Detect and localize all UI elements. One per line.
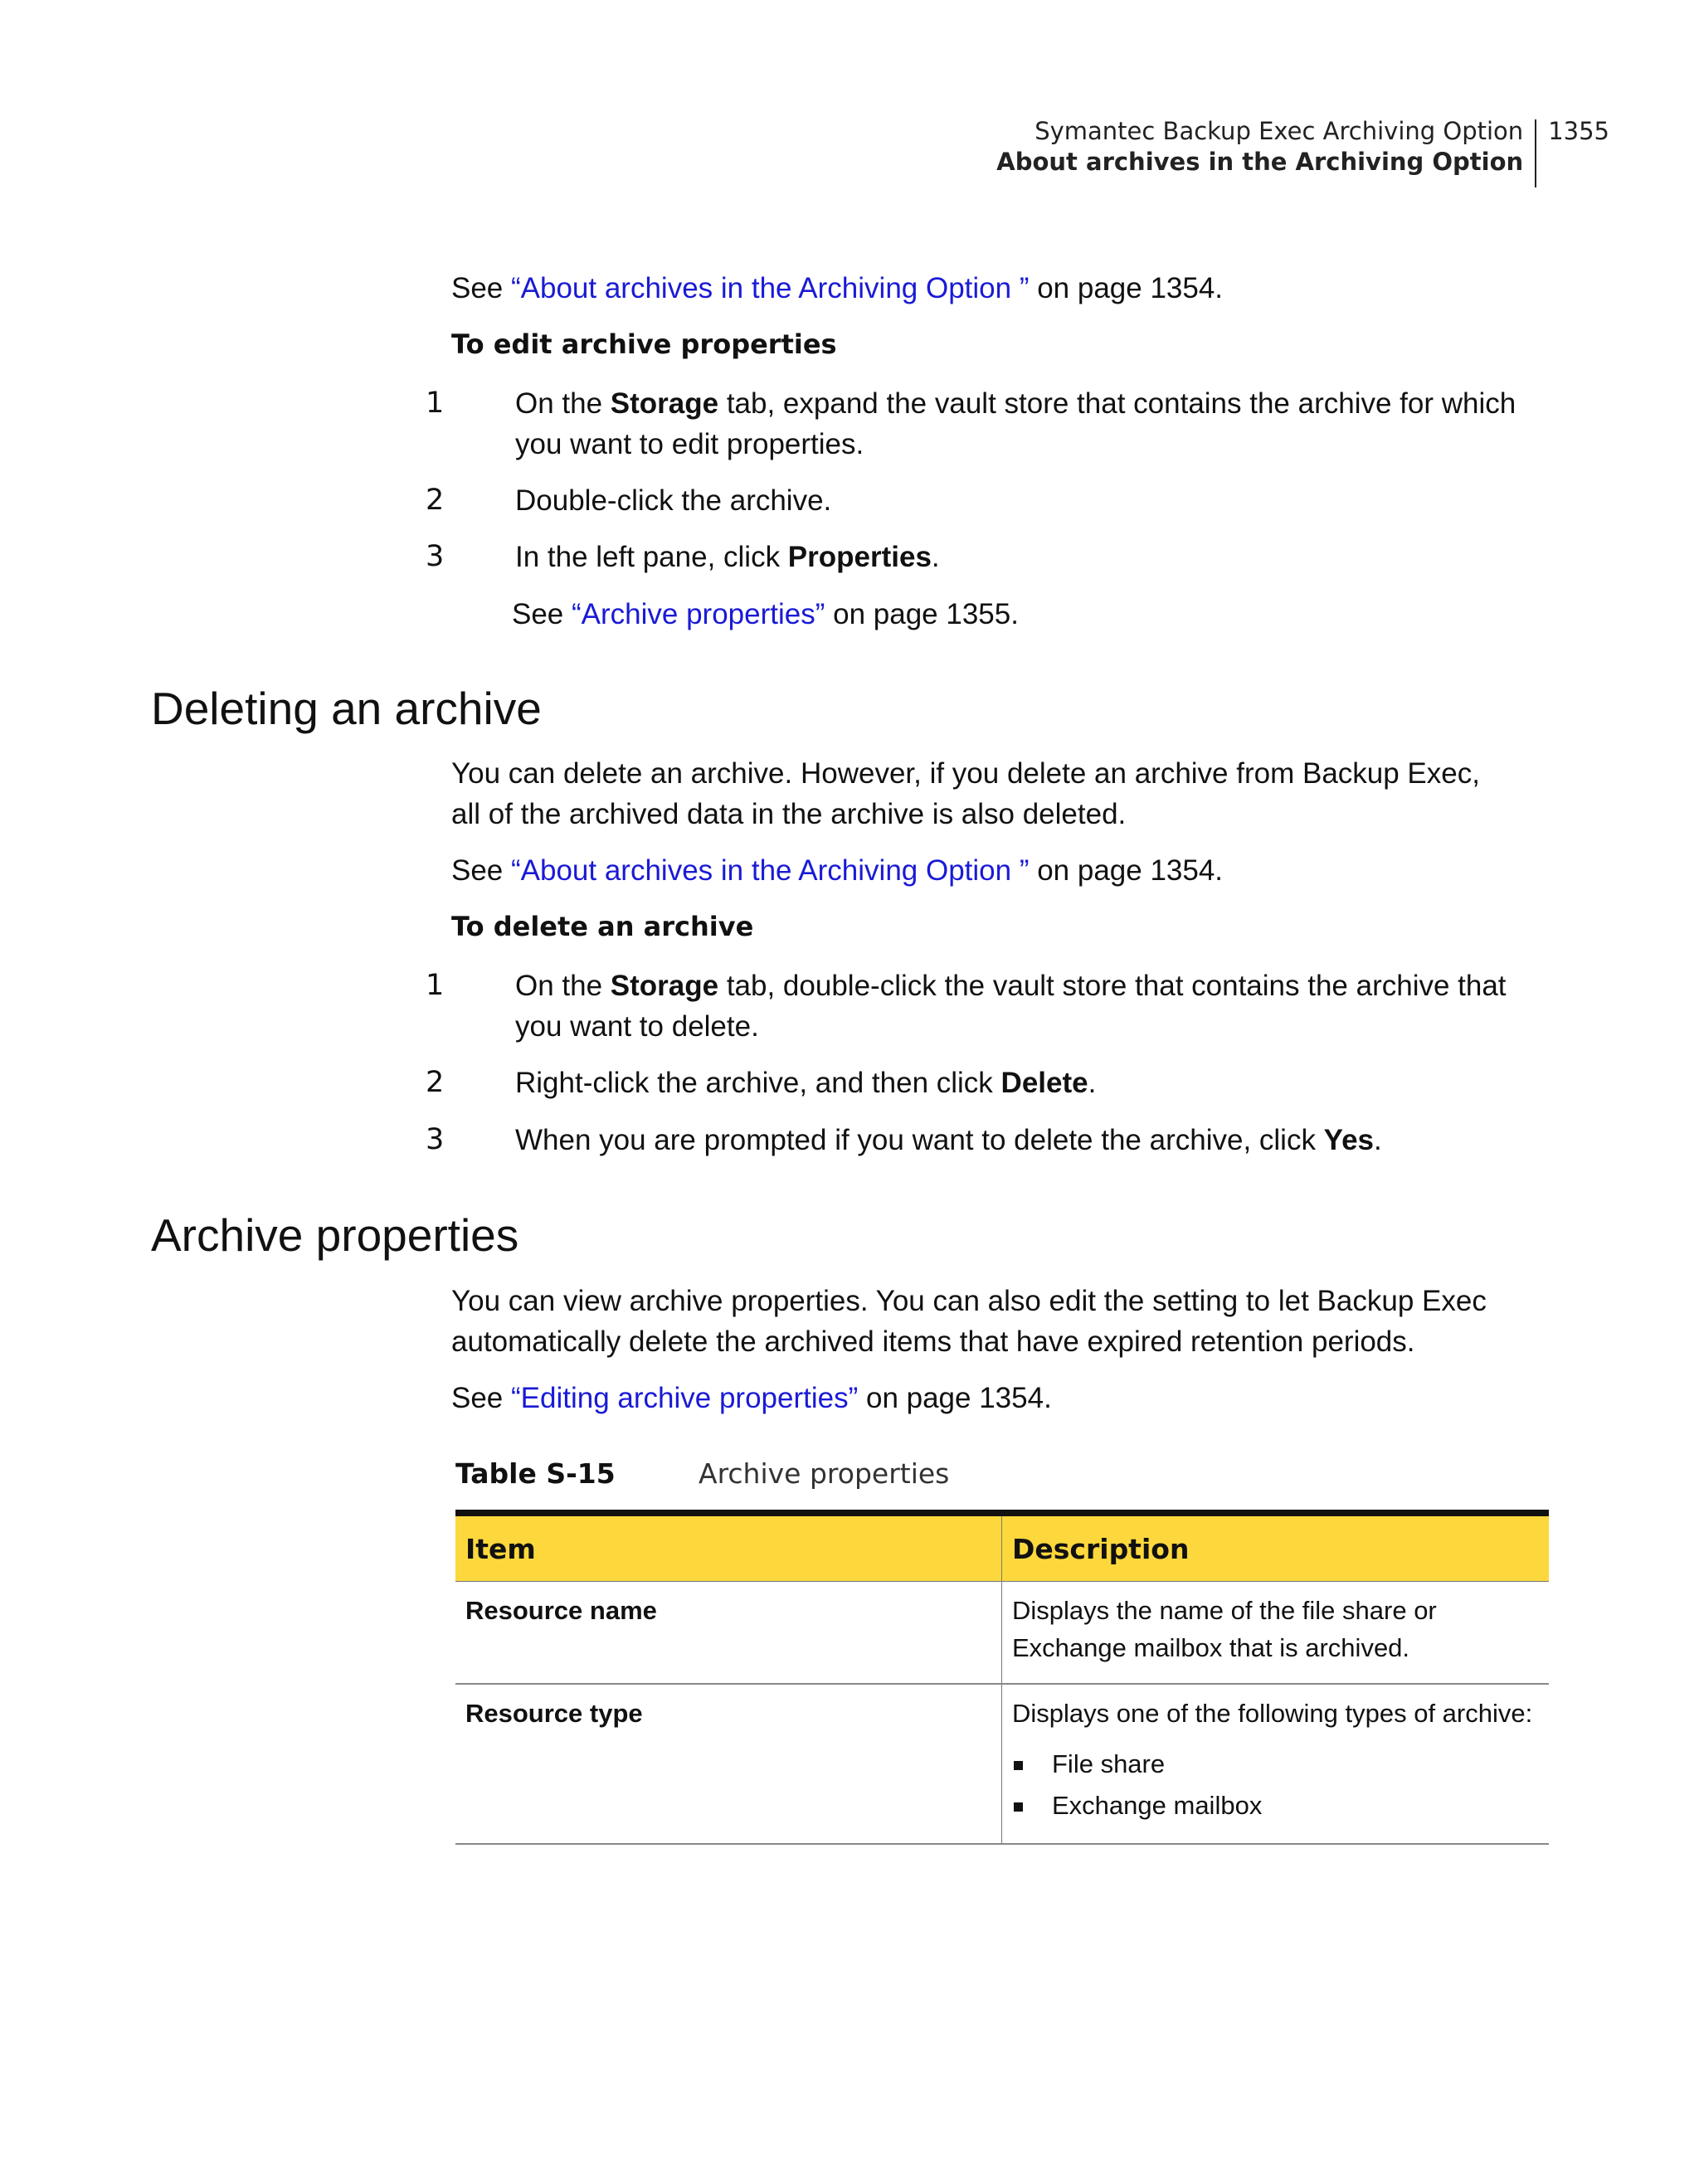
list-item: File share [1012, 1744, 1539, 1785]
edit-see-also: See “Archive properties” on page 1355. [512, 598, 1019, 630]
delete-step-2: 2 Right-click the archive, and then click Delete. [455, 1063, 1559, 1103]
step-number: 1 [426, 969, 445, 1002]
table-caption [455, 1456, 949, 1492]
table-number: Table S-15 [455, 1457, 616, 1490]
editing-archive-properties-link[interactable]: “Editing archive properties” [511, 1382, 859, 1414]
table-row [455, 1684, 1549, 1844]
about-archives-link[interactable]: “About archives in the Archiving Option ” [511, 272, 1030, 304]
item-cell: Resource type [455, 1684, 1002, 1844]
header-section-title: About archives in the Archiving Option [996, 148, 1524, 176]
edit-step-1: 1 On the Storage tab, expand the vault store that contains the archive for which you want to edit properties. [455, 383, 1559, 465]
running-header [996, 116, 1609, 187]
step-number: 1 [426, 387, 445, 420]
edit-step-2: 2 Double-click the archive. [455, 480, 1559, 521]
column-header-item: Item [455, 1513, 1002, 1582]
table-title: Archive properties [699, 1457, 950, 1490]
deleting-paragraph: You can delete an archive. However, if you delete an archive from Backup Exec, all of the archived data in the archive is also deleted. [451, 757, 1480, 830]
archive-properties-heading: Archive properties [151, 1209, 519, 1261]
description-cell: Displays the name of the file share or Exchange mailbox that is archived. [1002, 1582, 1550, 1685]
intro-see-also: See “About archives in the Archiving Option ” on page 1354. [451, 272, 1224, 304]
archive-properties-link[interactable]: “Archive properties” [572, 598, 825, 630]
step-number: 3 [426, 540, 445, 573]
edit-procedure-title: To edit archive properties [451, 328, 837, 360]
deleting-heading: Deleting an archive [151, 683, 542, 734]
column-header-description: Description [1002, 1513, 1550, 1582]
step-number: 2 [426, 1066, 445, 1099]
delete-step-1: 1 On the Storage tab, double-click the vault store that contains the archive that you want to delete. [455, 966, 1559, 1047]
item-cell: Resource name [455, 1582, 1002, 1685]
archive-properties-table [455, 1510, 1549, 1845]
list-item: Exchange mailbox [1012, 1785, 1539, 1826]
description-cell: Displays one of the following types of archive: File share Exchange mailbox [1002, 1684, 1550, 1844]
step-number: 3 [426, 1123, 445, 1156]
edit-step-3: 3 In the left pane, click Properties. [455, 537, 1559, 577]
about-archives-link[interactable]: “About archives in the Archiving Option ” [511, 854, 1030, 887]
archive-type-list [1012, 1744, 1539, 1826]
header-text [996, 116, 1535, 178]
delete-step-3: 3 When you are prompted if you want to delete the archive, click Yes. [455, 1120, 1559, 1160]
step-number: 2 [426, 484, 445, 517]
archive-properties-paragraph: You can view archive properties. You can also edit the setting to let Backup Exec automatically delete the archived items that have expired retention periods. [451, 1285, 1487, 1358]
archive-properties-see-also: See “Editing archive properties” on page 1354. [451, 1382, 1052, 1414]
table-header-row [455, 1513, 1549, 1582]
header-doc-title: Symantec Backup Exec Archiving Option [1034, 117, 1524, 145]
deleting-see-also: See “About archives in the Archiving Option ” on page 1354. [451, 854, 1224, 887]
delete-procedure-title: To delete an archive [451, 911, 754, 942]
table-row [455, 1582, 1549, 1685]
page-number: 1355 [1548, 117, 1609, 145]
